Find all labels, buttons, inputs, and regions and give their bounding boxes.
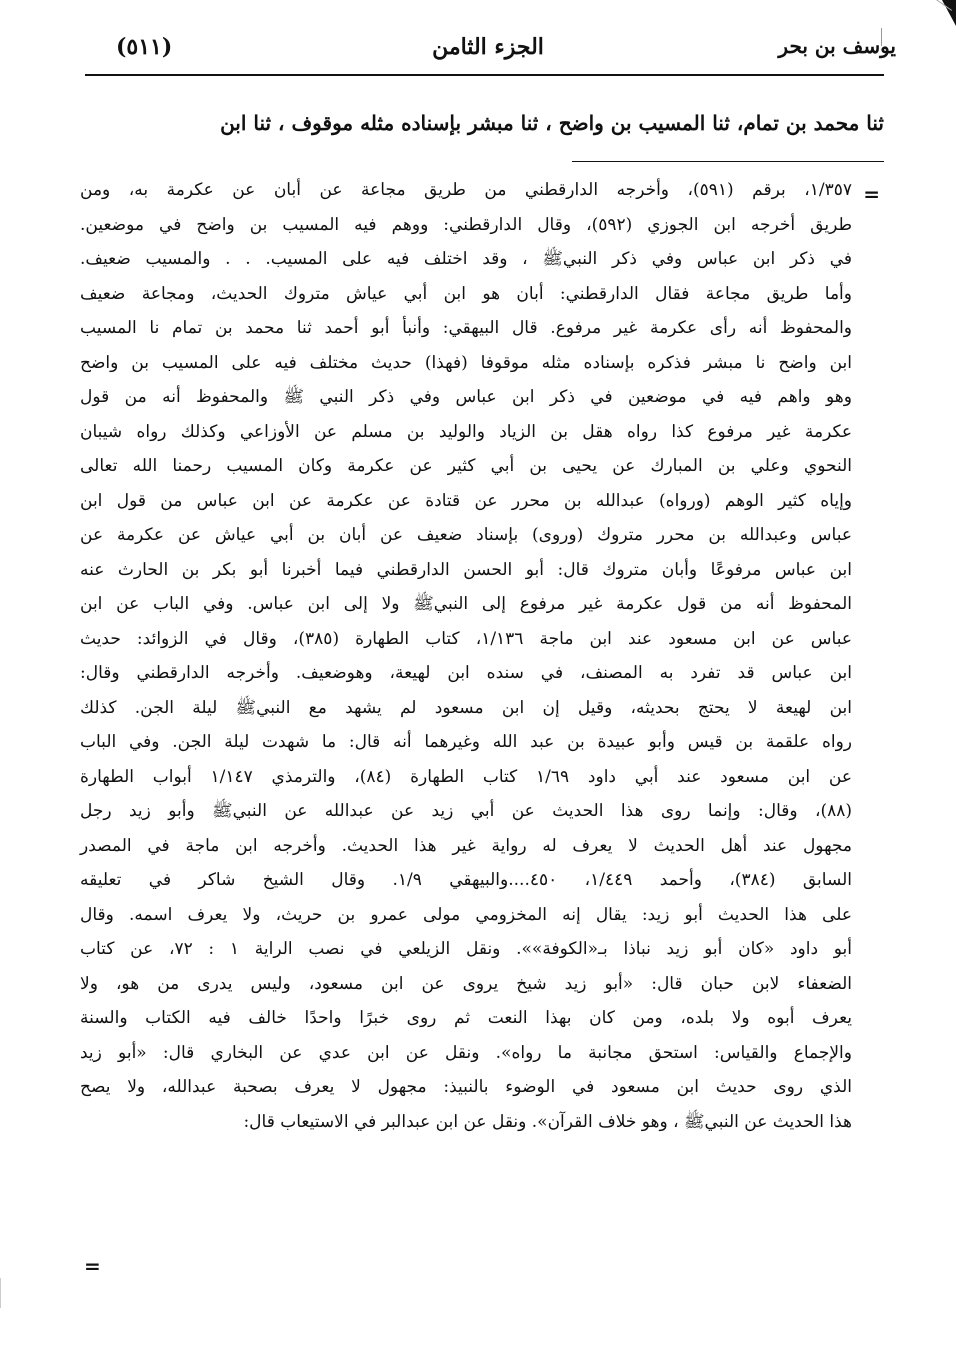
header-volume: الجزء الثامن: [432, 34, 544, 60]
footnote-line: رواه علقمة بن قيس وأبو عبيدة بن عبد الله وغيرهما أنه قال: ما شهدت ليلة الجن. وفي الباب: [80, 732, 852, 752]
header-page-number: (٥١١): [116, 34, 173, 60]
footnote-line: على هذا الحديث أبو زيد: يقال إنه المخزومي مولى عمرو بن حريث، ولا يعرف اسمه. وقال: [80, 904, 852, 925]
header-rule: [85, 74, 884, 76]
continuation-mark-top: =: [863, 182, 880, 206]
footnote-line: ١/٣٥٧، برقم (٥٩١)، وأخرجه الدارقطني من طريق مجاعة عن أبان عن عكرمة به، ومن: [80, 180, 852, 200]
footnote-line: وهو واهم فيه في موضعين في ذكر ابن عباس وفي ذكر النبي ﷺ والمحفوظ أنه من قول: [80, 387, 852, 407]
header-author: يوسف بن بحر: [778, 34, 896, 58]
footnote-line: ابن عباس قد تفرد به المصنف، في سنده ابن لهيعة، وهوضعيف. وأخرجه الدارقطني وقال:: [80, 663, 852, 683]
footnote-line: عكرمة غير مرفوع كذا رواه هقل بن الزياد والوليد بن مسلم عن الأوزاعي وكذلك رواه شيبان: [80, 421, 852, 442]
footnote-line: وأما طريق مجاعة فقال الدارقطني: أبان هو ابن أبي عياش متروك الحديث، ومجاعة ضعيف: [80, 283, 852, 304]
footnote-line: السابق (٣٨٤)، وأحمد ١/٤٤٩، ٤٥٠....والبيهقي ١/٩. وقال الشيخ شاكر في تعليقه: [80, 870, 853, 890]
footnote-line: الضعفاء لابن حبان قال: «أبو زيد شيخ يروى عن ابن مسعود، وليس يدرى من هو، ولا: [80, 973, 852, 994]
running-header: [80, 32, 896, 72]
footnote-line: الذي روى حديث ابن مسعود في الوضوء بالنبيذ: مجهول لا يعرف بصحبة عبدالله، ولا يصح: [80, 1077, 852, 1097]
scan-edge-tick: [0, 1278, 1, 1308]
footnote-line: والمحفوظ أنه رأى عكرمة غير مرفوع. قال البيهقي: وأنبأ أبو أحمد ثنا محمد بن تمام نا المسيب: [80, 318, 852, 338]
footnote-line: هذا الحديث عن النبيﷺ ، وهو خلاف القرآن». ونقل عن ابن عبدالبر في الاستيعاب قال:: [243, 1111, 852, 1132]
footnote-line: ابن واضح نا مبشر فذكره بإسناده مثله موقوفا (فهذا) حديث مختلف فيه على المسيب بن واضح: [80, 352, 852, 373]
footnote-line: طريق أخرجه ابن الجوزي (٥٩٢)، وقال الدارقطني: ووهم فيه المسيب بن واضح في موضعين.: [80, 214, 853, 235]
footnote-line: النحوي وعلي بن المبارك عن يحيى بن أبي كثير عن عكرمة وكان المسيب رحمنا الله تعالى: [80, 456, 852, 476]
footnote-line: ابن لهيعة لا يحتج بحديثه، وقيل إن ابن مسعود لم يشهد مع النبيﷺ ليلة الجن. كذلك: [80, 697, 852, 718]
footnote-line: المحفوظ أنه من قول عكرمة غير مرفوع إلى النبيﷺ ولا إلى ابن عباس. وفي الباب عن ابن: [80, 594, 852, 614]
footnote-line: والإجماع والقياس: استحق مجانبة ما رواه». ونقل عن ابن عدي عن البخاري قال: «أبو زيد: [80, 1042, 852, 1063]
footnote-line: عباس عن ابن مسعود عند ابن ماجة ١/١٣٦، كتاب الطهارة (٣٨٥)، وقال في الزوائد: حديث: [80, 628, 852, 649]
footnote-line: عباس وعبدالله بن محرر متروك (وروى) بإسناد ضعيف عن أبان بن أبي عياش عن عكرمة عن: [80, 525, 852, 545]
footnote-separator: [572, 161, 884, 162]
footnote-line: مجهول عند أهل الحديث لا يعرف له رواية غير هذا الحديث. وأخرجه ابن ماجة في المصدر: [80, 835, 852, 856]
main-text: ثنا محمد بن تمام، ثنا المسيب بن واضح ، ثنا مبشر بإسناده مثله موقوف ، ثنا ابن: [220, 111, 884, 135]
footnote-line: عن ابن مسعود عند أبي داود ١/٦٩ كتاب الطهارة (٨٤)، والترمذي ١/١٤٧ أبواب الطهارة: [80, 766, 853, 787]
continuation-mark-bottom: =: [84, 1254, 101, 1278]
footnotes: [80, 173, 852, 1139]
footnote-line: (٨٨)، وقال: وإنما روى هذا الحديث عن أبي زيد عن عبدالله عن النبيﷺ وأبو زيد رجل: [80, 801, 852, 821]
footnote-line: في ذكر ابن عباس وفي ذكر النبيﷺ ، وقد اختلف فيه على المسيب. . . والمسيب ضعيف.: [80, 249, 852, 269]
footnote-line: وإياه كثير الوهم (ورواه) عبدالله بن محرر عن قتادة عن عكرمة عن ابن عباس من قول ابن: [80, 490, 852, 511]
footnote-line: يعرف أبوه ولا بلده، ومن كان بهذا النعت ثم روى خبرًا واحدًا خالف فيه الكتاب والسنة: [80, 1008, 852, 1028]
footnote-line: ابن عباس مرفوعًا وأبان متروك قال: أبو الحسن الدارقطني فيما أخبرنا أبو بكر بن الحارث عنه: [80, 559, 852, 580]
footnote-line: أبو داود «كان أبو زيد نباذا بـ«الكوفة»». ونقل الزيلعي في نصب الراية ١ : ٧٢، عن كتاب: [80, 939, 852, 959]
